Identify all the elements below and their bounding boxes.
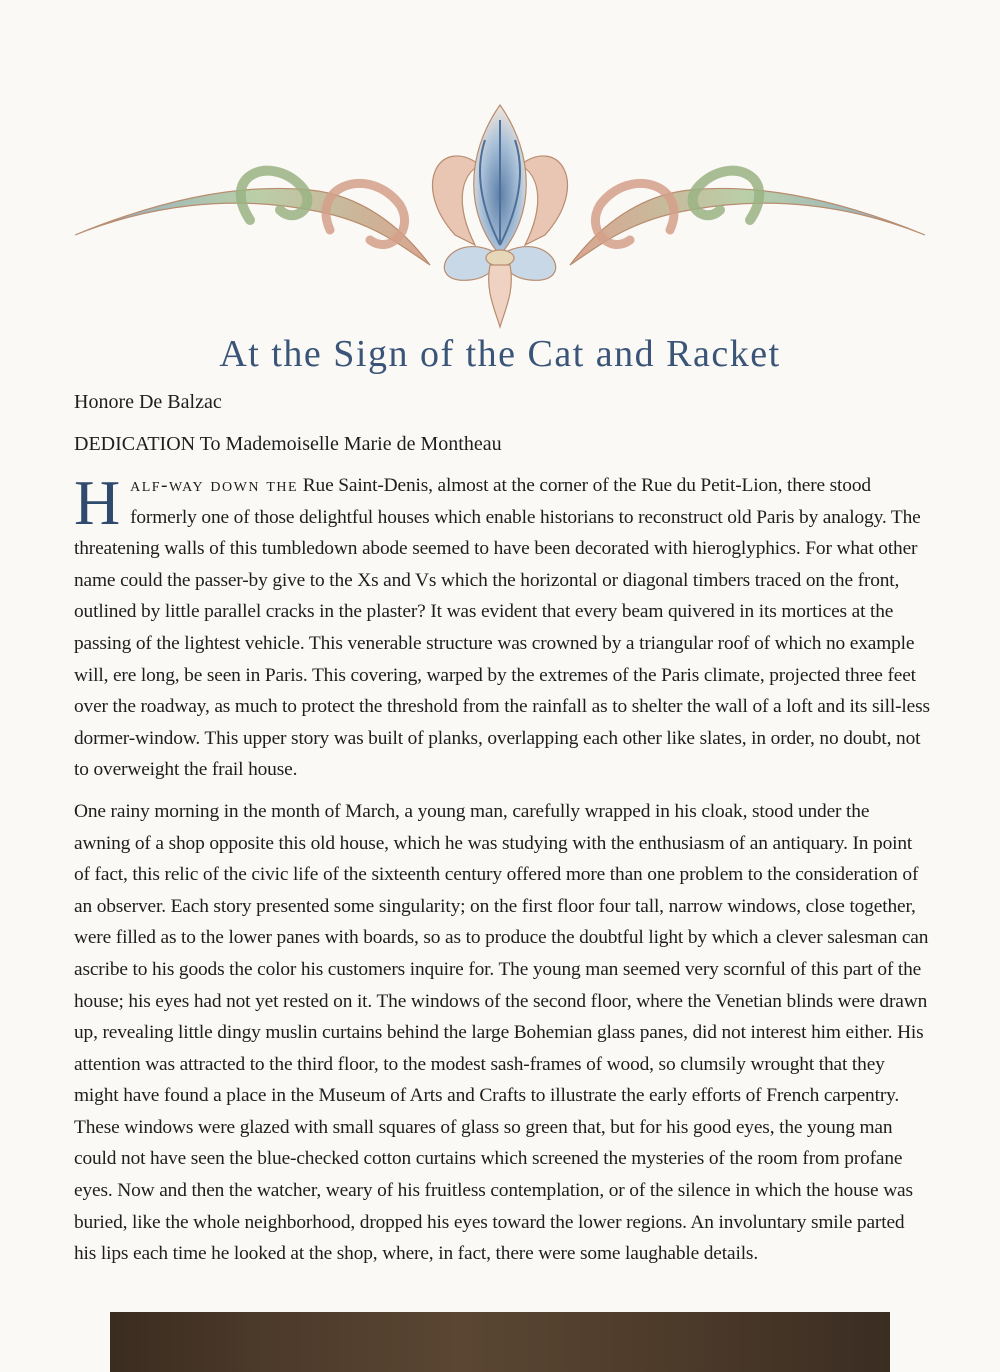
author-line: Honore De Balzac — [74, 391, 222, 413]
paragraph-1-text: Rue Saint-Denis, almost at the corner of the Rue du Petit-Lion, there stood formerly one of those delightful houses which enable historians to reconstruct old Paris by analogy. The threatening walls of this tumbledown abode seemed to have been decorated with hieroglyphics. For what other name could the passer-by give to the Xs and Vs which the horizontal or diagonal timbers traced on the front, outlined by little parallel cracks in the plaster? It was evident that every beam quivered in its mortices at the passing of the lightest vehicle. This venerable structure was crowned by a triangular roof of which no example will, ere long, be seen in Paris. This covering, warped by the extremes of the Paris climate, projected three feet over the roadway, as much to protect the threshold from the rainfall as to shelter the wall of a loft and its sill-less dormer-window. This upper story was built of planks, overlapping each other like slates, in order, no doubt, not to overweight the frail house. — [74, 475, 930, 781]
paragraph-1 — [74, 467, 930, 786]
small-caps-lead: alf-way down the — [130, 475, 299, 496]
page-title: At the Sign of the Cat and Racket — [219, 333, 781, 375]
body-text — [74, 467, 930, 1280]
illustration-painting — [110, 1312, 890, 1372]
dedication-line: DEDICATION To Mademoiselle Marie de Montheau — [74, 433, 502, 455]
drop-cap: H — [74, 467, 121, 538]
paragraph-2: One rainy morning in the month of March, a young man, carefully wrapped in his cloak, stood under the awning of a shop opposite this old house, which he was studying with the enthusiasm of an antiquary. In point of fact, this relic of the civic life of the sixteenth century offered more than one problem to the consideration of an observer. Each story presented some singularity; on the first floor four tall, narrow windows, close together, were filled as to the lower panes with boards, so as to produce the doubtful light by which a clever salesman can ascribe to his goods the color his customers inquire for. The young man seemed very scornful of this part of the house; his eyes had not yet rested on it. The windows of the second floor, where the Venetian blinds were drawn up, revealing little dingy muslin curtains behind the large Bohemian glass panes, did not interest him either. His attention was attracted to the third floor, to the modest sash-frames of wood, so clumsily wrought that they might have found a place in the Museum of Arts and Crafts to illustrate the early efforts of French carpentry. These windows were glazed with small squares of glass so green that, but for his good eyes, the young man could not have seen the blue-checked cotton curtains which screened the mysteries of the room from profane eyes. Now and then the watcher, weary of his fruitless contemplation, or of the silence in which the house was buried, like the whole neighborhood, dropped his eyes toward the lower regions. An involuntary smile parted his lips each time he looked at the shop, where, in fact, there were some laughable details. — [74, 800, 929, 1265]
decorative-ornament-header — [70, 95, 930, 335]
